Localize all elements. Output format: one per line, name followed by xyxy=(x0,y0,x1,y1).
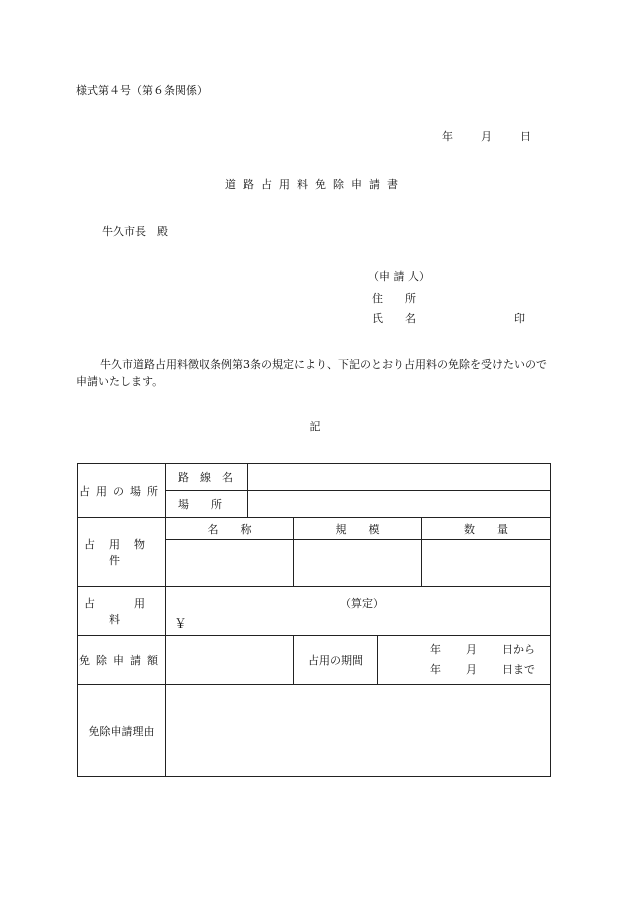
exemption-amount-field[interactable] xyxy=(166,636,294,685)
addressee: 牛久市長 殿 xyxy=(102,225,168,238)
address-label: 住 所 xyxy=(372,292,416,305)
seal-mark: 印 xyxy=(514,312,525,325)
location-label: 占用の場所 xyxy=(78,464,166,518)
exemption-amount-label: 免除申請額 xyxy=(78,636,166,685)
date-line xyxy=(442,128,531,144)
period-from-line xyxy=(430,640,550,660)
fee-calc-label: （算定） xyxy=(340,597,384,610)
period-from-year: 年 xyxy=(430,643,441,656)
period-from-month: 月 xyxy=(466,643,477,656)
place-label: 場 所 xyxy=(166,491,248,518)
object-name-field[interactable] xyxy=(166,540,294,587)
place-field[interactable] xyxy=(248,491,551,518)
object-name-header: 名 称 xyxy=(166,518,294,540)
form-number: 様式第４号（第６条関係） xyxy=(76,84,208,97)
object-label: 占用物件 xyxy=(78,518,166,587)
reason-field[interactable] xyxy=(166,685,551,777)
body-text: 牛久市道路占用料徴収条例第3条の規定により、下記のとおり占用料の免除を受けたいので申請いたします。 xyxy=(76,358,547,388)
reason-label: 免除申請理由 xyxy=(78,685,166,777)
period-from-day: 日から xyxy=(502,643,535,656)
ki-heading: 記 xyxy=(309,420,321,433)
object-size-field[interactable] xyxy=(294,540,422,587)
route-name-label: 路 線 名 xyxy=(166,464,248,491)
period-to-day: 日まで xyxy=(502,663,535,676)
period-to-line xyxy=(430,660,550,680)
name-label: 氏 名 xyxy=(372,312,416,325)
period-field[interactable] xyxy=(378,636,551,685)
period-label: 占用の期間 xyxy=(294,636,378,685)
date-year-label: 年 xyxy=(442,130,453,143)
object-quantity-header: 数 量 xyxy=(422,518,551,540)
period-to-year: 年 xyxy=(430,663,441,676)
yen-mark: ￥ xyxy=(174,617,188,632)
document-title: 道路占用料免除申請書 xyxy=(225,178,405,191)
applicant-label: （申 請 人） xyxy=(368,270,430,283)
date-day-label: 日 xyxy=(520,130,531,143)
fee-label: 占 用 料 xyxy=(78,587,166,636)
period-to-month: 月 xyxy=(466,663,477,676)
application-table xyxy=(77,463,551,777)
object-size-header: 規 模 xyxy=(294,518,422,540)
date-month-label: 月 xyxy=(481,130,492,143)
route-name-field[interactable] xyxy=(248,464,551,491)
object-quantity-field[interactable] xyxy=(422,540,551,587)
fee-field[interactable] xyxy=(166,587,551,636)
